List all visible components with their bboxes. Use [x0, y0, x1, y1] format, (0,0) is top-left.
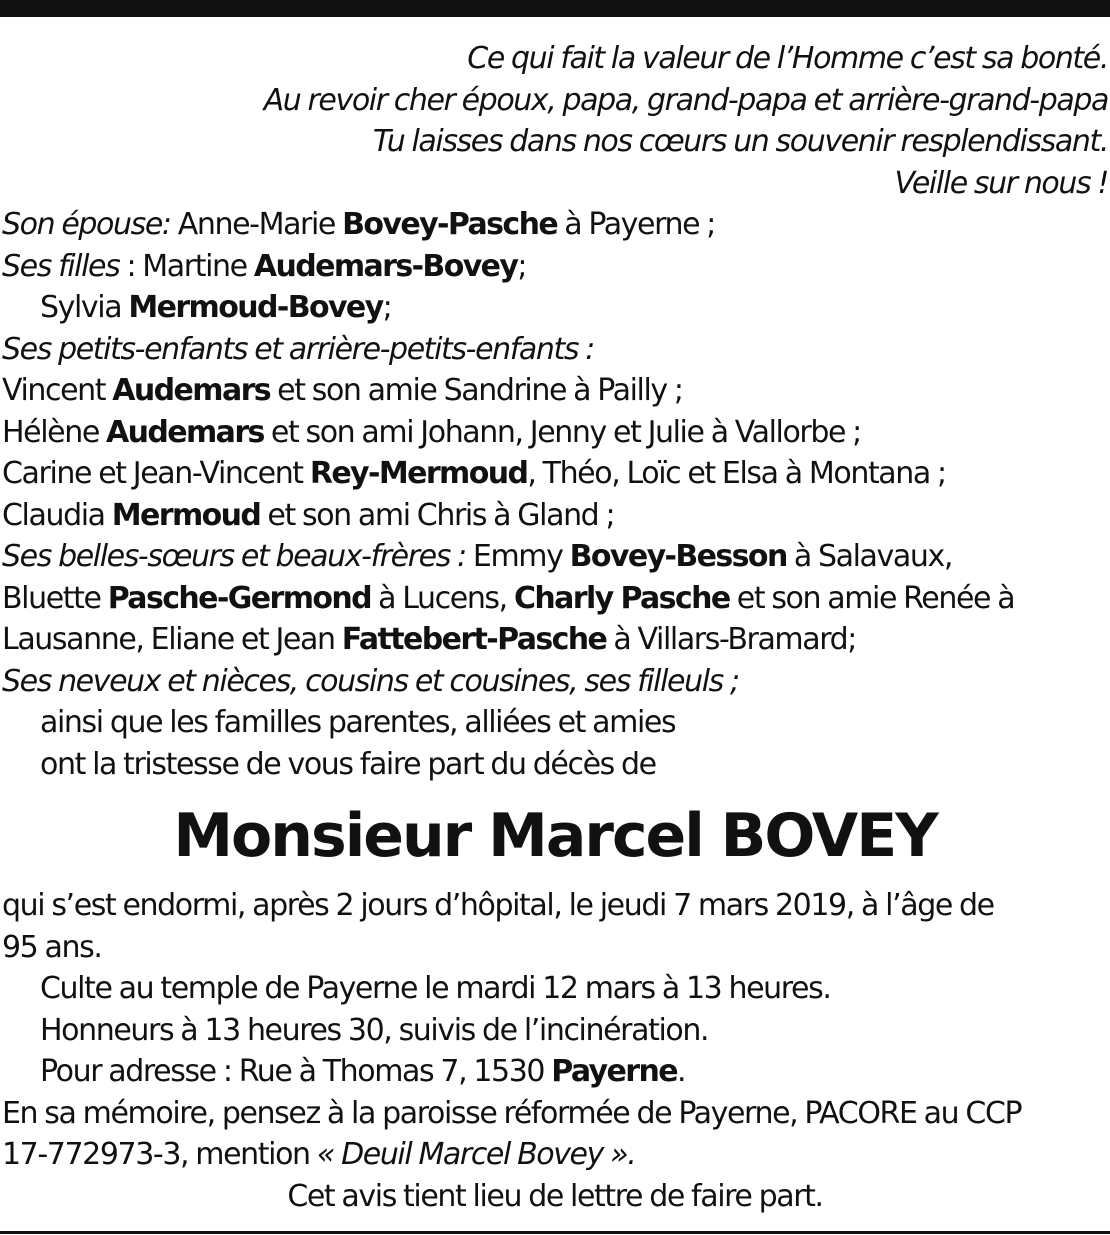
- inlaws-line-3: [2, 619, 1108, 661]
- grandchild-surname: Rey-Mermoud: [309, 456, 528, 491]
- daughters-label: Ses filles: [2, 248, 120, 284]
- sadness-line: ont la tristesse de vous faire part du décès de: [40, 746, 656, 782]
- inlaws-surname: Fattebert-Pasche: [341, 622, 607, 657]
- spouse-rest: à Payerne ;: [557, 207, 716, 242]
- inlaws-text: à Lucens,: [371, 580, 514, 616]
- memory-text: 17-772973-3, mention: [2, 1137, 317, 1172]
- grandchild-surname: Audemars: [112, 373, 271, 408]
- grandchild-after: et son ami Johann, Jenny et Julie à Vallorbe ;: [263, 414, 861, 450]
- address-end: .: [676, 1054, 686, 1089]
- grandchild-line: [2, 453, 1108, 495]
- daughter1-end: ;: [517, 248, 527, 284]
- death-line-2: 95 ans.: [2, 929, 102, 965]
- memory-line-1: En sa mémoire, pensez à la paroisse réformée de Payerne, PACORE au CCP: [2, 1095, 1022, 1131]
- inlaws-text: Emmy: [465, 539, 570, 574]
- grandchild-surname: Mermoud: [111, 497, 261, 533]
- spouse-line: [2, 204, 1108, 246]
- poem-line: Ce qui fait la valeur de l’Homme c’est sa bonté.: [467, 41, 1108, 76]
- daughter1-surname: Audemars-Bovey: [253, 248, 518, 284]
- inlaws-text: à Villars-Bramard;: [606, 622, 856, 657]
- daughters-sep: : Martine: [119, 248, 254, 284]
- grandchild-before: Hélène: [2, 414, 107, 450]
- death-notice: [2, 38, 1108, 1217]
- inlaws-text: Lausanne, Eliane et Jean: [2, 622, 342, 657]
- inlaws-surname: Charly Pasche: [513, 580, 730, 616]
- daughter2-surname: Mermoud-Bovey: [128, 290, 383, 325]
- daughter2-end: ;: [382, 290, 392, 325]
- daughter2-first: Sylvia: [40, 290, 129, 325]
- grandchildren-label: Ses petits-enfants et arrière-petits-enfants :: [2, 331, 594, 367]
- poem-line: Tu laisses dans nos cœurs un souvenir resplendissant.: [372, 124, 1108, 159]
- spouse-surname: Bovey-Pasche: [342, 207, 558, 242]
- grandchild-line: [2, 495, 1108, 537]
- grandchild-before: Carine et Jean-Vincent: [2, 456, 310, 491]
- deceased-name: Monsieur Marcel BOVEY: [173, 801, 937, 871]
- grandchild-before: Vincent: [2, 373, 113, 408]
- grandchild-surname: Audemars: [106, 414, 264, 450]
- spouse-first: Anne-Marie: [170, 207, 343, 242]
- families-line: ainsi que les familles parentes, alliées et amies: [40, 705, 676, 740]
- grandchild-after: et son ami Chris à Gland ;: [260, 497, 615, 533]
- address-city: Payerne: [551, 1054, 677, 1089]
- memory-mention: « Deuil Marcel Bovey ».: [316, 1137, 636, 1172]
- service-line: Culte au temple de Payerne le mardi 12 mars à 13 heures.: [40, 971, 831, 1006]
- inlaws-surname: Pasche-Germond: [107, 580, 372, 616]
- address-line: [2, 1051, 1108, 1093]
- death-line-1: qui s’est endormi, après 2 jours d’hôpital, le jeudi 7 mars 2019, à l’âge de: [2, 888, 994, 923]
- spouse-label: Son épouse:: [2, 207, 171, 242]
- grandchild-after: et son amie Sandrine à Pailly ;: [270, 373, 683, 408]
- inlaws-line-1: [2, 536, 1108, 578]
- inlaws-label: Ses belles-sœurs et beaux-frères :: [2, 539, 466, 574]
- inlaws-text: à Salavaux,: [786, 539, 952, 574]
- grandchild-line: [2, 370, 1108, 412]
- grandchild-line: [2, 412, 1108, 454]
- grandchild-after: , Théo, Loïc et Elsa à Montana ;: [527, 456, 946, 491]
- memory-line-2: [2, 1134, 1108, 1176]
- bottom-rule: [0, 1231, 1110, 1234]
- closing-line: Cet avis tient lieu de lettre de faire part.: [287, 1178, 823, 1214]
- poem-line: Veille sur nous !: [894, 165, 1108, 201]
- poem-line: Au revoir cher époux, papa, grand-papa et arrière-grand-papa: [263, 82, 1108, 118]
- top-rule: [0, 0, 1110, 17]
- inlaws-line-2: [2, 578, 1108, 620]
- honours-line: Honneurs à 13 heures 30, suivis de l’incinération.: [40, 1012, 709, 1048]
- inlaws-text: et son amie Renée à: [729, 580, 1015, 616]
- inlaws-text: Bluette: [2, 580, 108, 616]
- nephews-line: Ses neveux et nièces, cousins et cousines, ses filleuls ;: [2, 663, 739, 699]
- inlaws-surname: Bovey-Besson: [569, 539, 787, 574]
- address-prefix: Pour adresse : Rue à Thomas 7, 1530: [40, 1054, 552, 1089]
- grandchild-before: Claudia: [2, 497, 112, 533]
- daughters-line: [2, 246, 1108, 288]
- daughter2-line: [2, 287, 1108, 329]
